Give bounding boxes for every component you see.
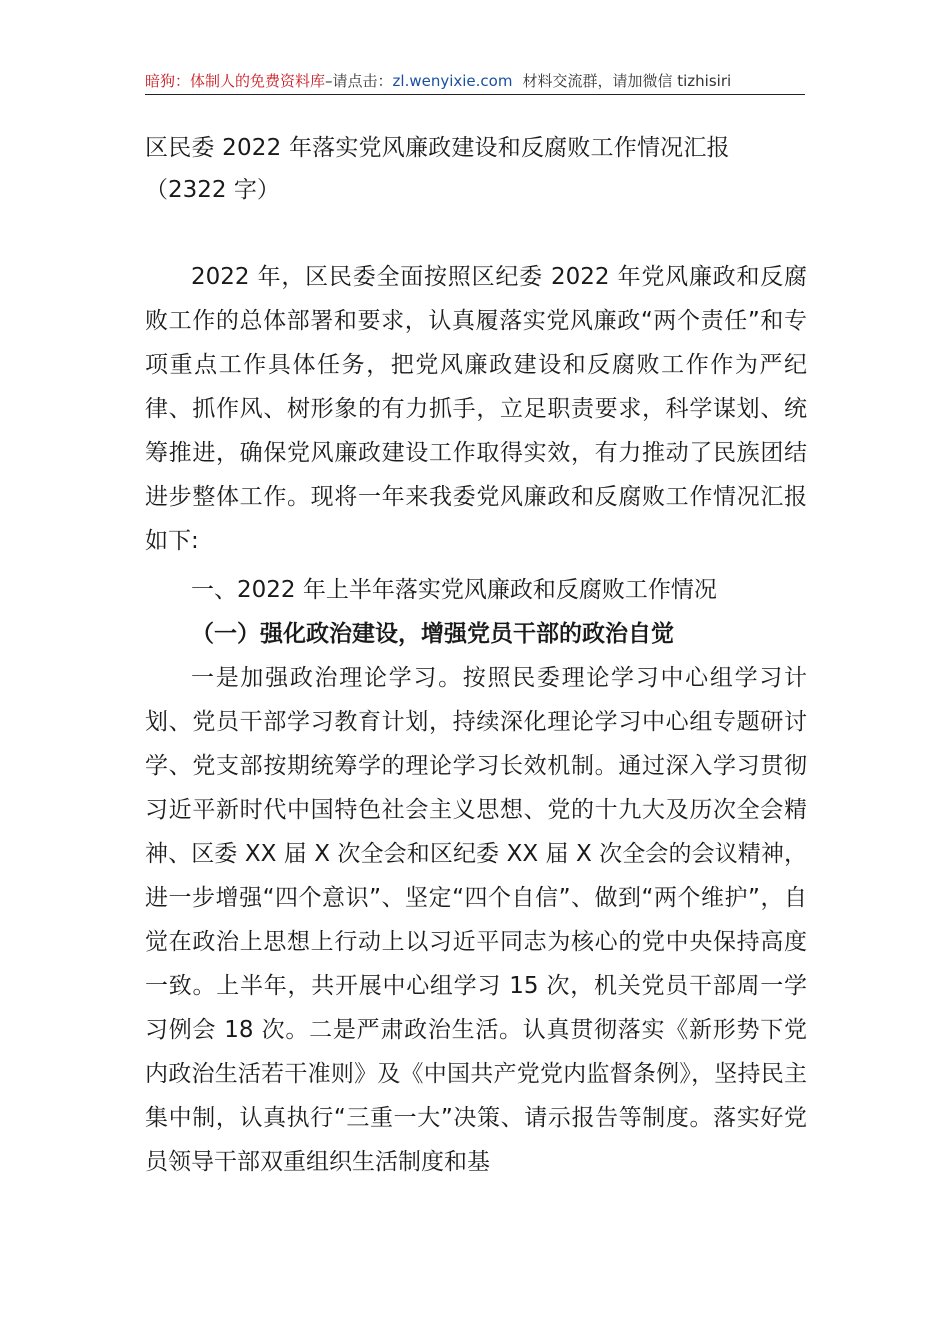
body-paragraph: 一是加强政治理论学习。按照民委理论学习中心组学习计划、党员干部学习教育计划，持续深化理论学习中心组专题研讨学、党支部按期统筹学的理论学习长效机制。通过深入学习贯彻习近平新时代中国特色社会主义思想、党的十九大及历次全会精神、区委 XX 届 X 次全会和区纪委 XX 届 X 次全会的会议精神，进一步增强“四个意识”、坚定“四个自信”、做到“两个维护”，自觉在政治上思想上行动上以习近平同志为核心的党中央保持高度一致。上半年，共开展中心组学习 15 次，机关党员干部周一学习例会 18 次。二是严肃政治生活。认真贯彻落实《新形势下党内政治生活若干准则》及《中国共产党党内监督条例》，坚持民主集中制，认真执行“三重一大”决策、请示报告等制度。落实好党员领导干部双重组织生活制度和基 bbox=[145, 665, 807, 1175]
section-heading-1: 一、2022 年上半年落实党风廉政和反腐败工作情况 bbox=[191, 577, 717, 603]
header-divider bbox=[145, 94, 805, 95]
document-title: 区民委 2022 年落实党风廉政建设和反腐败工作情况汇报 bbox=[145, 135, 730, 161]
header-brand: 暗狗：体制人的免费资料库 bbox=[145, 72, 326, 90]
page-header bbox=[145, 68, 805, 94]
header-click-prefix: –请点击： bbox=[325, 72, 393, 90]
document-subtitle: （2322 字） bbox=[145, 177, 280, 203]
subsection-heading-1: （一）强化政治建设，增强党员干部的政治自觉 bbox=[191, 621, 674, 647]
header-group-note: 材料交流群，请加微信 tizhisiri bbox=[522, 72, 732, 90]
intro-paragraph: 2022 年，区民委全面按照区纪委 2022 年党风廉政和反腐败工作的总体部署和要求，认真履落实党风廉政“两个责任”和专项重点工作具体任务，把党风廉政建设和反腐败工作作为严纪律、抓作风、树形象的有力抓手，立足职责要求，科学谋划、统筹推进，确保党风廉政建设工作取得实效，有力推动了民族团结进步整体工作。现将一年来我委党风廉政和反腐败工作情况汇报如下: bbox=[145, 264, 807, 554]
header-url-link[interactable]: zl.wenyixie.com bbox=[392, 72, 513, 90]
